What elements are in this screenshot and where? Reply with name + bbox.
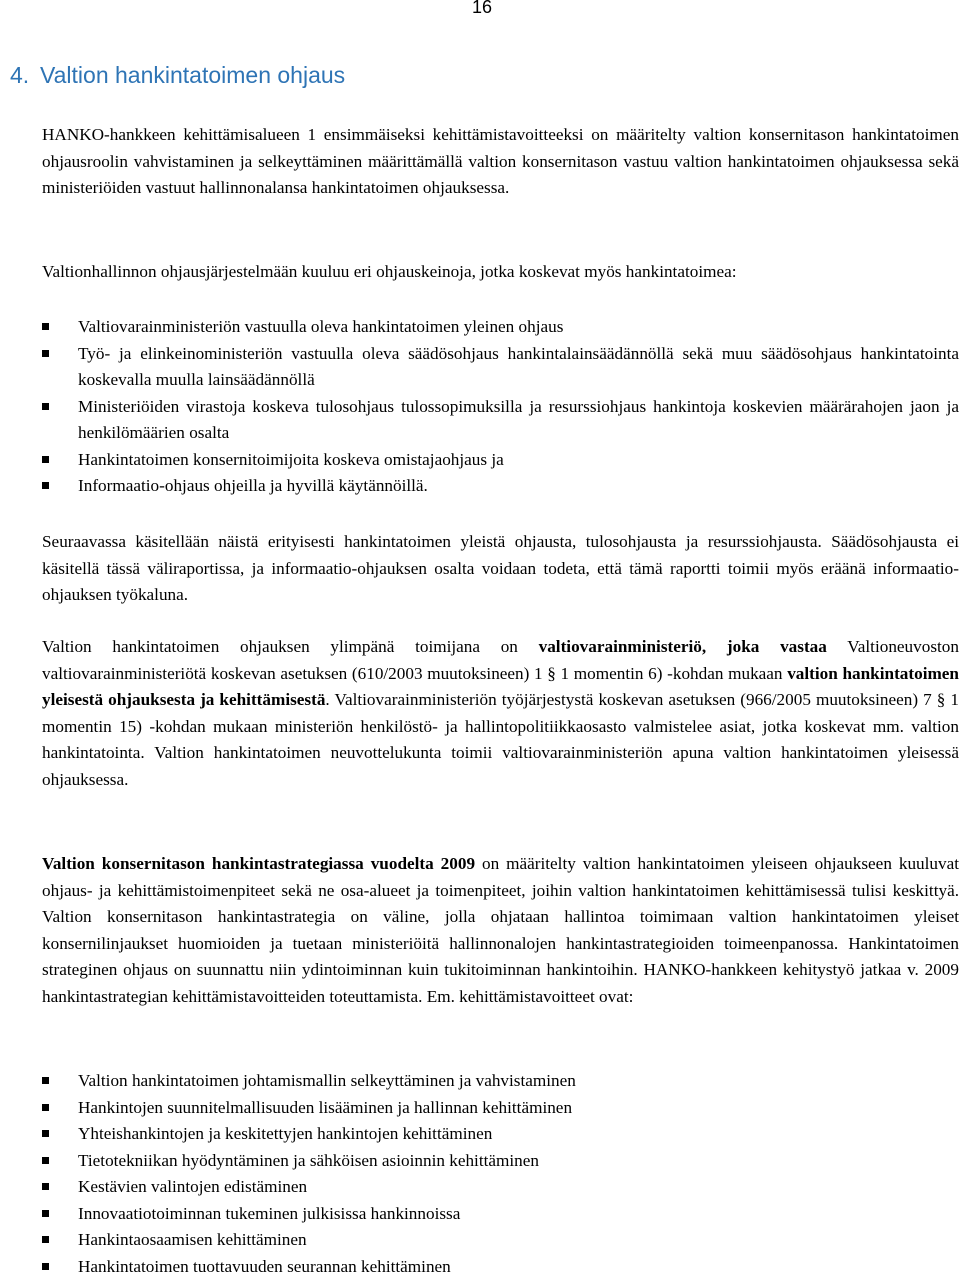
page-number: 16 xyxy=(472,0,492,18)
list-item: Tietotekniikan hyödyntäminen ja sähköisen asioinnin kehittäminen xyxy=(42,1148,959,1175)
square-bullet-icon xyxy=(42,1210,49,1217)
list-item: Valtiovarainministeriön vastuulla oleva hankintatoimen yleinen ohjaus xyxy=(42,314,959,341)
control-methods-list-block xyxy=(42,314,959,500)
strategy-block xyxy=(42,851,959,1010)
paragraph-intro: HANKO-hankkeen kehittämisalueen 1 ensimmäiseksi kehittämistavoitteeksi on määritelty valtion konsernitason hankintatoimen ohjausroolin vahvistaminen ja selkeyttäminen määrittämällä valtion konsernitason vastuu valtion hankintatoimen ohjauksessa sekä ministeriöiden vastuut hallinnonalansa hankintatoimen ohjauksessa. xyxy=(42,122,959,202)
paragraph-strategy: Valtion konsernitason hankintastrategiassa vuodelta 2009 on määritelty valtion hankintatoimen yleiseen ohjaukseen kuuluvat ohjaus- ja kehittämistoimenpiteet sekä ne osa-alueet ja toimenpiteet, joihin valtion hankintatoimen kehittämisessä tulisi keskittyä. Valtion konsernitason hankintastrategia on väline, jolla ohjataan hallintoa toimimaan valtion hankintatoimen yleiset konsernilinjaukset huomioiden ja tuetaan ministeriöitä hallinnonalojen hankintastrategioiden toimeenpanossa. Hankintatoimen strateginen ohjaus on suunnattu niin ydintoiminnan kuin tukitoiminnan hankintoihin. HANKO-hankkeen kehitystyö jatkaa v. 2009 hankintastrategian kehittämistavoitteiden toteuttamista. Em. kehittämistavoitteet ovat: xyxy=(42,851,959,1010)
list-item: Yhteishankintojen ja keskitettyjen hankintojen kehittäminen xyxy=(42,1121,959,1148)
square-bullet-icon xyxy=(42,1236,49,1243)
square-bullet-icon xyxy=(42,1183,49,1190)
square-bullet-icon xyxy=(42,1130,49,1137)
square-bullet-icon xyxy=(42,350,49,357)
section-number: 4. xyxy=(10,62,40,89)
list-item: Hankintojen suunnitelmallisuuden lisääminen ja hallinnan kehittäminen xyxy=(42,1095,959,1122)
square-bullet-icon xyxy=(42,1157,49,1164)
list-item: Hankintaosaamisen kehittäminen xyxy=(42,1227,959,1254)
list-item: Hankintatoimen konsernitoimijoita koskeva omistajaohjaus ja xyxy=(42,447,959,474)
square-bullet-icon xyxy=(42,456,49,463)
square-bullet-icon xyxy=(42,482,49,489)
square-bullet-icon xyxy=(42,323,49,330)
paragraph-following: Seuraavassa käsitellään näistä erityisesti hankintatoimen yleistä ohjausta, tulosohjausta ja resurssiohjausta. Säädösohjausta ei käsitellä tässä väliraportissa, ja informaatio-ohjauksen osalta voidaan todeta, että tämä raportti toimii myös eräänä informaatio-ohjauksen työkaluna. xyxy=(42,529,959,609)
control-methods-list xyxy=(42,314,959,500)
list-item: Ministeriöiden virastoja koskeva tulosohjaus tulossopimuksilla ja resurssiohjaus hankintoja koskevien määrärahojen jaon ja henkilömäärien osalta xyxy=(42,394,959,447)
square-bullet-icon xyxy=(42,1263,49,1270)
intro-paragraph-block xyxy=(42,122,959,202)
development-goals-list xyxy=(42,1068,959,1280)
control-methods-block xyxy=(42,259,959,286)
list-item: Informaatio-ohjaus ohjeilla ja hyvillä käytännöillä. xyxy=(42,473,959,500)
list-item: Kestävien valintojen edistäminen xyxy=(42,1174,959,1201)
square-bullet-icon xyxy=(42,1077,49,1084)
list-item: Valtion hankintatoimen johtamismallin selkeyttäminen ja vahvistaminen xyxy=(42,1068,959,1095)
goals-list-block xyxy=(42,1068,959,1280)
list-item: Innovaatiotoiminnan tukeminen julkisissa hankinnoissa xyxy=(42,1201,959,1228)
square-bullet-icon xyxy=(42,403,49,410)
square-bullet-icon xyxy=(42,1104,49,1111)
paragraph-ministry: Valtion hankintatoimen ohjauksen ylimpänä toimijana on valtiovarainministeriö, joka vastaa Valtioneuvoston valtiovarainministeriötä koskevan asetuksen (610/2003 muutoksineen) 1 § 1 momentin 6) -kohdan mukaan valtion hankintatoimen yleisestä ohjauksesta ja kehittämisestä. Valtiovarainministeriön työjärjestystä koskevan asetuksen (966/2005 muutoksineen) 7 § 1 momentin 15) -kohdan mukaan ministeriön henkilöstö- ja hallintopolitiikkaosasto valmistelee asiat, jotka koskevat mm. valtion hankintatointa. Valtion hankintatoimen neuvottelukunta toimii valtiovarainministeriön apuna valtion hankintatoimen yleisessä ohjauksessa. xyxy=(42,634,959,793)
section-title: Valtion hankintatoimen ohjaus xyxy=(40,62,345,88)
list-item: Hankintatoimen tuottavuuden seurannan kehittäminen xyxy=(42,1254,959,1280)
list-item: Työ- ja elinkeinoministeriön vastuulla oleva säädösohjaus hankintalainsäädännöllä sekä muu säädösohjaus hankintatointa koskevalla muulla lainsäädännöllä xyxy=(42,341,959,394)
ministry-block xyxy=(42,634,959,793)
section-heading xyxy=(10,62,345,89)
paragraph-control-methods: Valtionhallinnon ohjausjärjestelmään kuuluu eri ohjauskeinoja, jotka koskevat myös hankintatoimea: xyxy=(42,259,959,286)
following-block xyxy=(42,529,959,609)
